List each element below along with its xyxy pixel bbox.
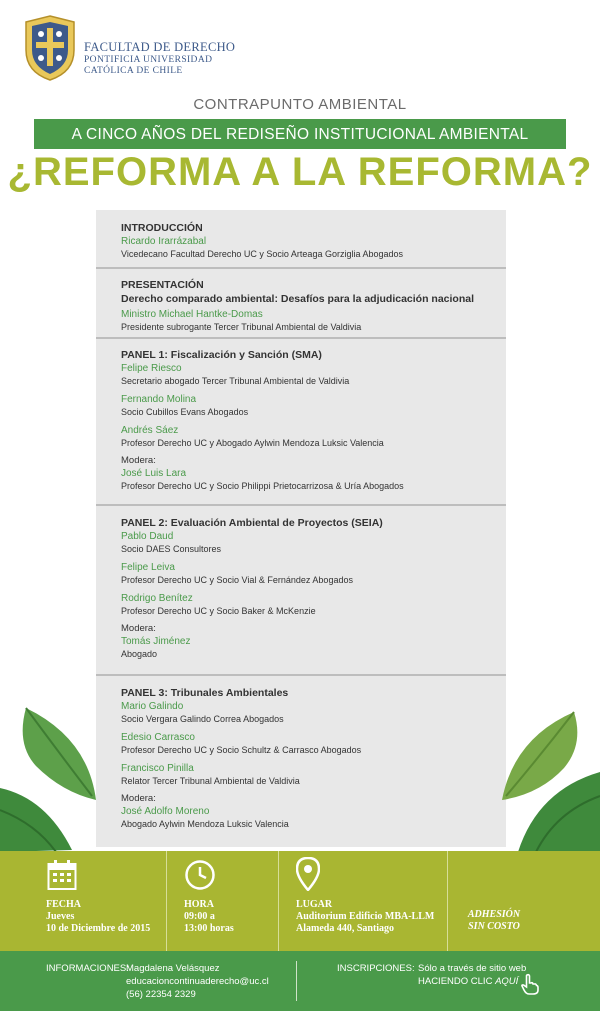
panel-1-block	[96, 339, 506, 506]
fee-column	[448, 851, 600, 951]
intro-speaker-name: Ricardo Irarrázabal	[121, 236, 207, 247]
fee-line-2: SIN COSTO	[468, 921, 520, 932]
panel-1-heading: PANEL 1: Fiscalización y Sanción (SMA)	[121, 349, 322, 361]
speaker-name: Felipe Leiva	[121, 562, 175, 573]
registration-link-here: AQUÍ	[495, 976, 519, 987]
speaker-name: Mario Galindo	[121, 701, 184, 712]
left-leaf-icon	[0, 700, 110, 852]
date-label: FECHA	[46, 899, 81, 910]
info-label: INFORMACIONES:	[46, 963, 129, 974]
place-label: LUGAR	[296, 899, 333, 910]
event-subtitle: A CINCO AÑOS DEL REDISEÑO INSTITUCIONAL AMBIENTAL	[34, 119, 566, 149]
registration-link-prefix: HACIENDO CLIC	[418, 976, 493, 987]
speaker-role: Profesor Derecho UC y Abogado Aylwin Mendoza Luksic Valencia	[121, 438, 384, 448]
intro-block	[96, 210, 506, 269]
date-line-2: 10 de Diciembre de 2015	[46, 923, 151, 934]
university-line-1: PONTIFICIA UNIVERSIDAD	[84, 55, 213, 65]
info-separator	[166, 851, 167, 951]
event-title: ¿REFORMA A LA REFORMA?	[7, 150, 593, 194]
moderator-label: Modera:	[121, 793, 156, 804]
intro-speaker-role: Vicedecano Facultad Derecho UC y Socio Arteaga Gorziglia Abogados	[121, 249, 404, 259]
speaker-role: Socio Cubillos Evans Abogados	[121, 407, 249, 417]
speaker-name: Rodrigo Benítez	[121, 593, 193, 604]
registration-text: Sólo a través de sitio web	[418, 963, 527, 974]
presentation-topic: Derecho comparado ambiental: Desafíos para la adjudicación nacional	[121, 293, 475, 305]
info-separator	[278, 851, 279, 951]
header	[22, 14, 322, 86]
panel-2-block	[96, 506, 506, 676]
moderator-name: José Luis Lara	[121, 468, 187, 479]
time-column	[184, 851, 284, 951]
moderator-label: Modera:	[121, 623, 156, 634]
speaker-role: Profesor Derecho UC y Socio Baker & McKenzie	[121, 606, 316, 616]
moderator-name: Tomás Jiménez	[121, 636, 191, 647]
time-line-1: 09:00 a	[184, 911, 215, 922]
event-kicker: CONTRAPUNTO AMBIENTAL	[193, 96, 407, 113]
contact-name: Magdalena Velásquez	[126, 963, 220, 974]
university-line-2: CATÓLICA DE CHILE	[84, 66, 183, 76]
speaker-name: Francisco Pinilla	[121, 763, 194, 774]
speaker-role: Profesor Derecho UC y Socio Vial & Fernández Abogados	[121, 575, 353, 585]
speaker-name: Edesio Carrasco	[121, 732, 195, 743]
date-line-1: Jueves	[46, 911, 75, 922]
speaker-role: Socio Vergara Galindo Correa Abogados	[121, 714, 284, 724]
intro-heading: INTRODUCCIÓN	[121, 222, 203, 234]
moderator-role: Abogado Aylwin Mendoza Luksic Valencia	[121, 819, 289, 829]
place-column	[296, 851, 446, 951]
time-line-2: 13:00 horas	[184, 923, 234, 934]
speaker-role: Relator Tercer Tribunal Ambiental de Valdivia	[121, 776, 300, 786]
event-info-bar	[0, 851, 600, 951]
faculty-name: FACULTAD DE DERECHO	[84, 40, 236, 54]
speaker-role: Profesor Derecho UC y Socio Schultz & Carrasco Abogados	[121, 745, 362, 755]
panel-3-heading: PANEL 3: Tribunales Ambientales	[121, 687, 289, 699]
calendar-icon	[47, 859, 77, 891]
speaker-role: Secretario abogado Tercer Tribunal Ambiental de Valdivia	[121, 376, 350, 386]
moderator-name: José Adolfo Moreno	[121, 806, 210, 817]
speaker-name: Fernando Molina	[121, 394, 197, 405]
presentation-block	[96, 269, 506, 339]
right-leaf-icon	[490, 708, 600, 852]
university-seal-icon	[22, 14, 78, 82]
institution-name	[84, 40, 235, 77]
speaker-name: Felipe Riesco	[121, 363, 182, 374]
presentation-speaker-name: Ministro Michael Hantke-Domas	[121, 309, 263, 320]
presentation-heading: PRESENTACIÓN	[121, 279, 204, 291]
contact-email-link[interactable]: educacioncontinuaderecho@uc.cl	[126, 976, 269, 987]
date-column	[46, 851, 164, 951]
place-line-1: Auditorium Edificio MBA-LLM	[296, 911, 435, 922]
clock-icon	[184, 859, 216, 891]
fee-line-1: ADHESIÓN	[467, 909, 521, 920]
contact-phone: (56) 22354 2329	[126, 989, 196, 1000]
footer	[0, 951, 600, 1011]
time-label: HORA	[184, 899, 214, 910]
speaker-name: Andrés Sáez	[121, 425, 179, 436]
speaker-name: Pablo Daud	[121, 531, 174, 542]
place-line-2: Alameda 440, Santiago	[296, 923, 395, 934]
panel-3-block	[96, 676, 506, 847]
registration-link[interactable]	[418, 976, 518, 987]
moderator-role: Abogado	[121, 649, 158, 659]
location-pin-icon	[296, 857, 320, 891]
footer-divider	[296, 961, 297, 1001]
panel-2-heading: PANEL 2: Evaluación Ambiental de Proyectos (SEIA)	[121, 517, 383, 529]
pointing-hand-icon[interactable]	[520, 973, 540, 995]
presentation-speaker-role: Presidente subrogante Tercer Tribunal Ambiental de Valdivia	[121, 322, 362, 332]
moderator-label: Modera:	[121, 455, 156, 466]
registration-label: INSCRIPCIONES:	[337, 963, 415, 974]
moderator-role: Profesor Derecho UC y Socio Philippi Prietocarrizosa & Uría Abogados	[121, 481, 404, 491]
speaker-role: Socio DAES Consultores	[121, 544, 222, 554]
